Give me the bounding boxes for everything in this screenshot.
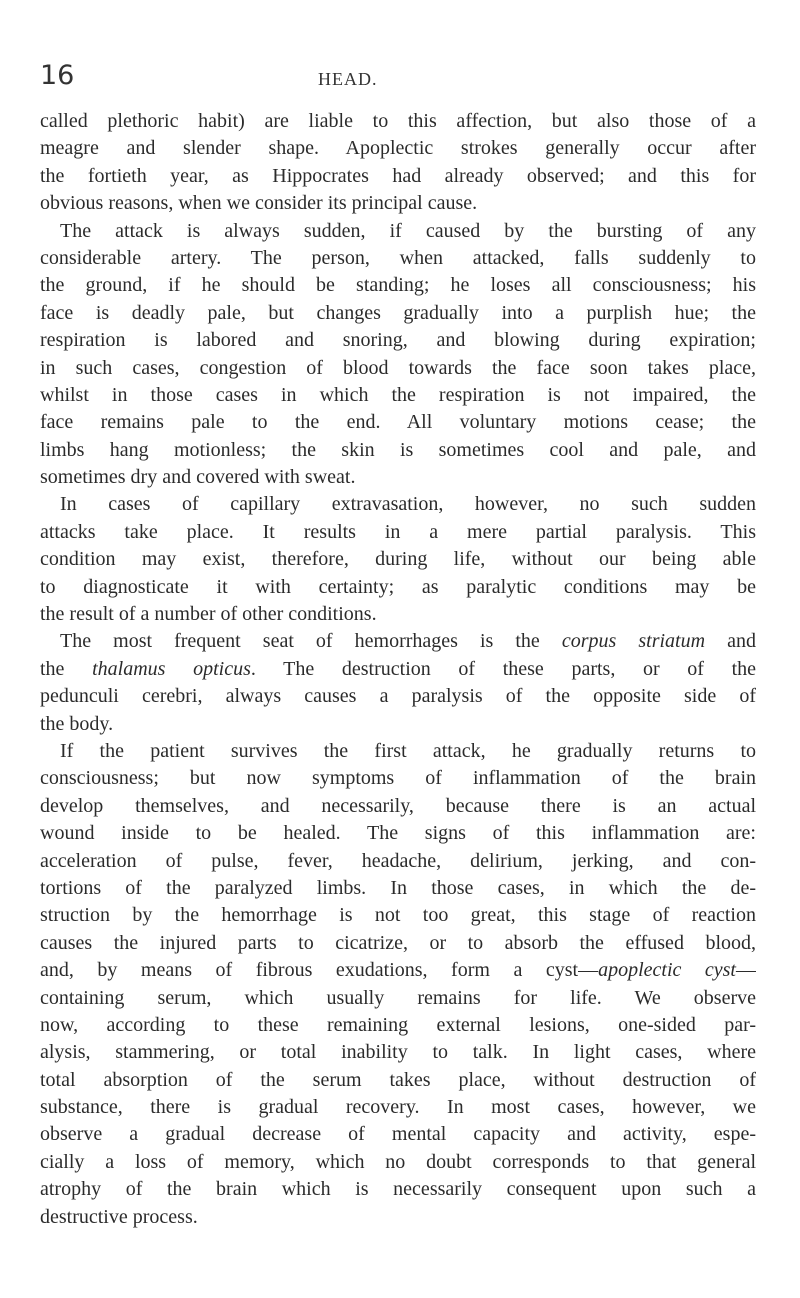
text-line: limbs hang motionless; the skin is sometimes cool and pale, and xyxy=(40,438,756,461)
text-line: struction by the hemorrhage is not too great, this stage of reaction xyxy=(40,904,756,927)
text-line: causes the injured parts to cicatrize, or to absorb the effused blood, xyxy=(40,931,756,954)
text-line: In cases of capillary extravasation, however, no such sudden xyxy=(60,493,756,516)
page-number: 16 xyxy=(40,60,75,91)
text-line: observe a gradual decrease of mental capacity and activity, espe- xyxy=(40,1123,756,1146)
text-line: obvious reasons, when we consider its principal cause. xyxy=(40,192,478,215)
text-line: The attack is always sudden, if caused by the bursting of any xyxy=(60,219,756,242)
body-text xyxy=(40,108,756,1231)
text-run: and, by means of fibrous exudations, form a cyst— xyxy=(40,959,599,982)
text-line: face is deadly pale, but changes gradually into a purplish hue; the xyxy=(40,301,756,324)
text-line: acceleration of pulse, fever, headache, delirium, jerking, and con- xyxy=(40,849,756,872)
text-line: whilst in those cases in which the respiration is not impaired, the xyxy=(40,383,756,406)
text-line: destructive process. xyxy=(40,1205,198,1228)
text-line: to diagnosticate it with certainty; as paralytic conditions may be xyxy=(40,575,756,598)
text-line: sometimes dry and covered with sweat. xyxy=(40,466,356,489)
text-line: the body. xyxy=(40,712,114,735)
text-run: and xyxy=(727,630,756,653)
text-line: attacks take place. It results in a mere partial paralysis. This xyxy=(40,520,756,543)
text-line: develop themselves, and necessarily, because there is an actual xyxy=(40,794,756,817)
page-header xyxy=(40,60,760,96)
text-run: the xyxy=(40,657,65,680)
text-line: containing serum, which usually remains for life. We observe xyxy=(40,986,756,1009)
text-line xyxy=(40,656,756,683)
text-line: substance, there is gradual recovery. In most cases, however, we xyxy=(40,1096,756,1119)
text-line: the result of a number of other conditions. xyxy=(40,603,377,626)
text-line: respiration is labored and snoring, and blowing during expiration; xyxy=(40,329,756,352)
text-line: meagre and slender shape. Apoplectic strokes generally occur after xyxy=(40,137,756,160)
text-line: now, according to these remaining external lesions, one-sided par- xyxy=(40,1013,756,1036)
text-run: . The destruction of these parts, or of the xyxy=(250,657,756,680)
text-line: atrophy of the brain which is necessarily consequent upon such a xyxy=(40,1178,756,1201)
italic-term: corpus striatum xyxy=(561,630,706,653)
italic-term: apoplectic cyst xyxy=(598,959,736,982)
text-line xyxy=(40,957,756,984)
text-line xyxy=(40,628,756,655)
text-line: pedunculi cerebri, always causes a paralysis of the opposite side of xyxy=(40,685,756,708)
text-line: wound inside to be healed. The signs of this inflammation are: xyxy=(40,822,756,845)
text-line: the ground, if he should be standing; he loses all consciousness; his xyxy=(40,274,756,297)
text-line: alysis, stammering, or total inability to talk. In light cases, where xyxy=(40,1041,756,1064)
text-line: considerable artery. The person, when attacked, falls suddenly to xyxy=(40,246,756,269)
text-line: condition may exist, therefore, during life, without our being able xyxy=(40,548,756,571)
text-line: If the patient survives the first attack, he gradually returns to xyxy=(60,739,756,762)
text-line: face remains pale to the end. All voluntary motions cease; the xyxy=(40,411,756,434)
text-line: in such cases, congestion of blood towards the face soon takes place, xyxy=(40,356,756,379)
text-line: tortions of the paralyzed limbs. In those cases, in which the de- xyxy=(40,876,756,899)
text-line: the fortieth year, as Hippocrates had already observed; and this for xyxy=(40,164,756,187)
running-head: HEAD. xyxy=(318,69,378,89)
text-line: called plethoric habit) are liable to this affection, but also those of a xyxy=(40,110,756,132)
italic-term: thalamus opticus xyxy=(92,657,251,680)
text-run: The most frequent seat of hemorrhages is the xyxy=(60,630,540,653)
text-run: — xyxy=(736,959,756,982)
text-line: total absorption of the serum takes place, without destruction of xyxy=(40,1068,756,1091)
text-line: cially a loss of memory, which no doubt corresponds to that general xyxy=(40,1150,756,1173)
text-line: consciousness; but now symptoms of inflammation of the brain xyxy=(40,767,756,790)
